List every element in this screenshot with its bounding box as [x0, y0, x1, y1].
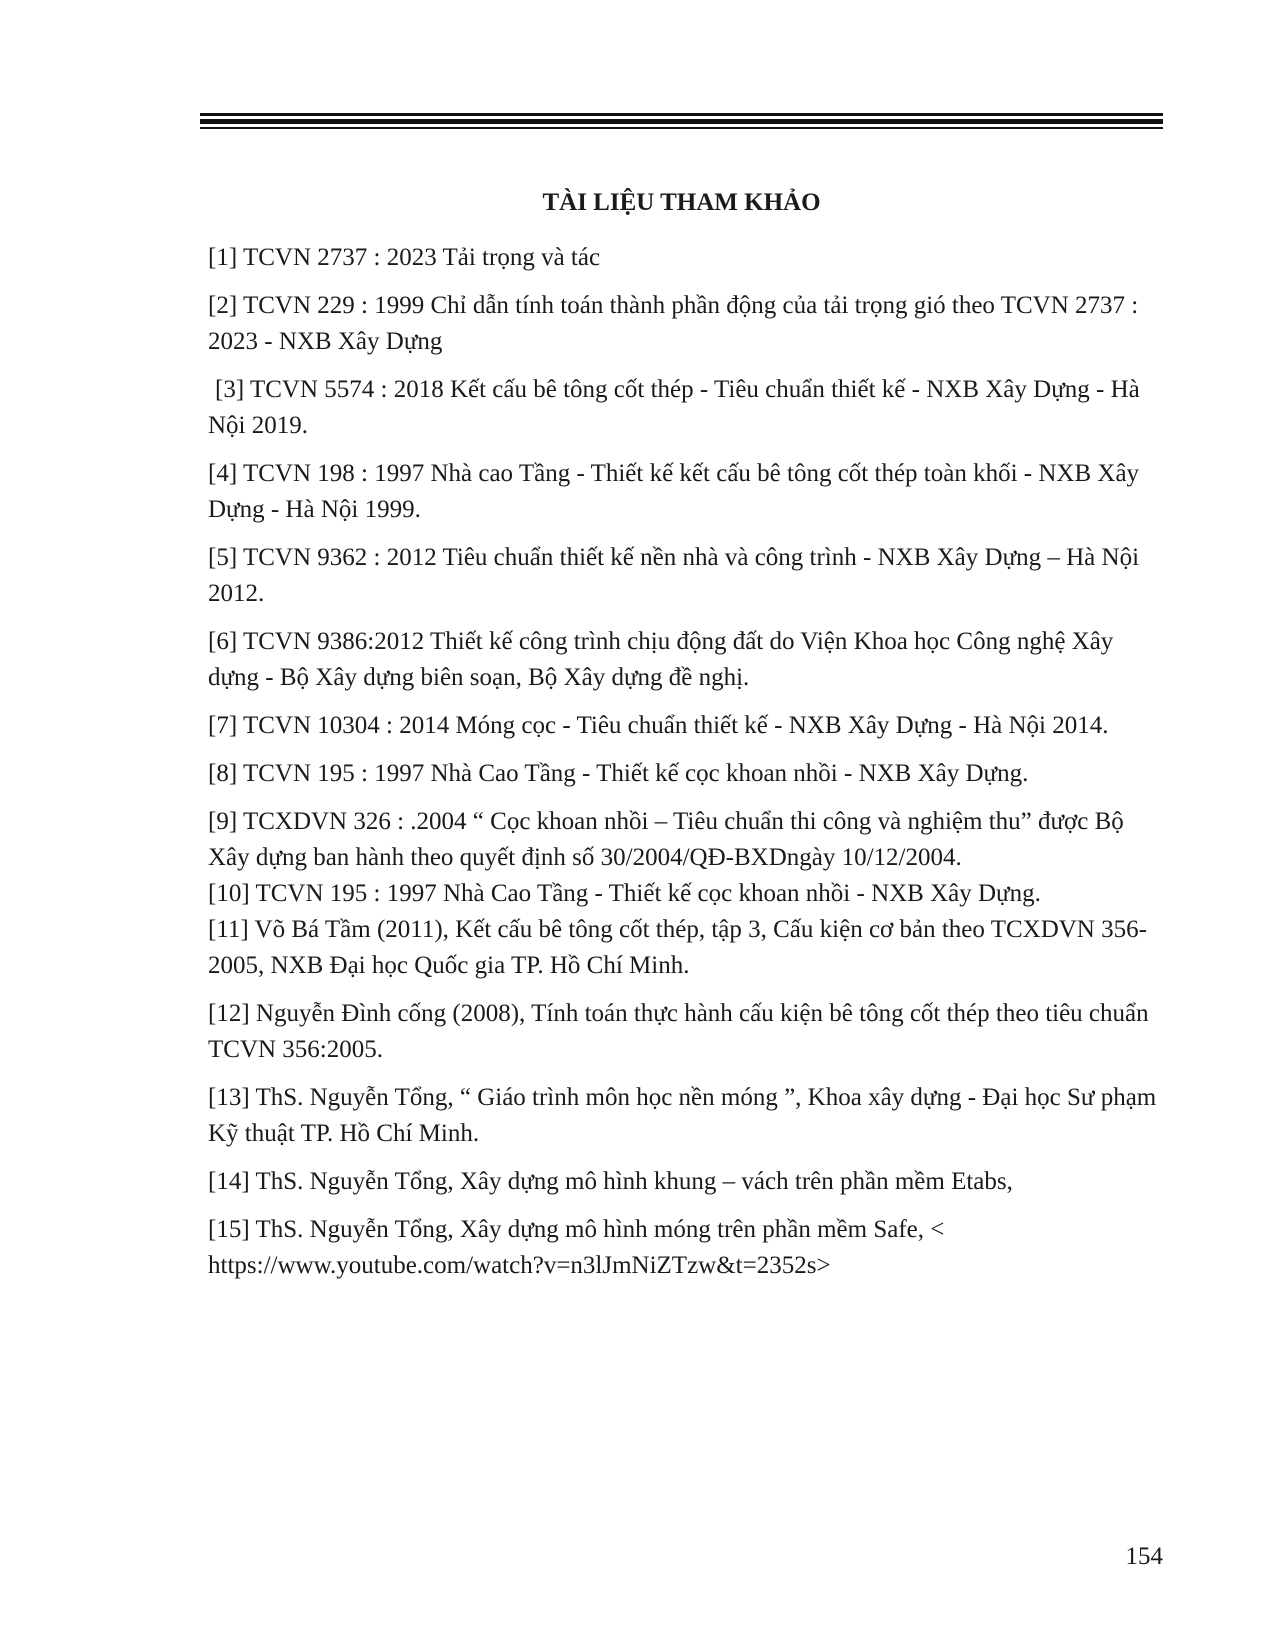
reference-list: [208, 240, 1168, 1296]
reference-item-14: [14] ThS. Nguyễn Tổng, Xây dựng mô hình khung – vách trên phần mềm Etabs,: [208, 1168, 1013, 1195]
page-number: 154: [1125, 1543, 1163, 1570]
reference-item-5: [5] TCVN 9362 : 2012 Tiêu chuẩn thiết kế nền nhà và công trình - NXB Xây Dựng – Hà Nội 2012.: [208, 544, 1140, 607]
page-title: TÀI LIỆU THAM KHẢO: [542, 189, 821, 216]
reference-item-1: [1] TCVN 2737 : 2023 Tải trọng và tác: [208, 244, 601, 271]
header-rule-line-middle: [200, 119, 1163, 124]
header-rule: [200, 113, 1163, 129]
reference-item-11: [11] Võ Bá Tầm (2011), Kết cấu bê tông cốt thép, tập 3, Cấu kiện cơ bản theo TCXDVN 356-2005, NXB Đại học Quốc gia TP. Hồ Chí Minh.: [208, 916, 1147, 979]
reference-item-7: [7] TCVN 10304 : 2014 Móng cọc - Tiêu chuẩn thiết kế - NXB Xây Dựng - Hà Nội 2014.: [208, 712, 1109, 739]
header-rule-line-bottom: [200, 127, 1163, 129]
header-rule-line-top: [200, 113, 1163, 116]
reference-item-15: [15] ThS. Nguyễn Tổng, Xây dựng mô hình móng trên phần mềm Safe, < https://www.youtube.com/watch?v=n3lJmNiZTzw&t=2352s>: [208, 1216, 945, 1279]
reference-item-10: [10] TCVN 195 : 1997 Nhà Cao Tầng - Thiết kế cọc khoan nhồi - NXB Xây Dựng.: [208, 880, 1041, 907]
reference-item-8: [8] TCVN 195 : 1997 Nhà Cao Tầng - Thiết kế cọc khoan nhồi - NXB Xây Dựng.: [208, 760, 1029, 787]
reference-item-9: [9] TCXDVN 326 : .2004 “ Cọc khoan nhồi – Tiêu chuẩn thi công và nghiệm thu” được Bộ Xây dựng ban hành theo quyết định số 30/2004/QĐ-BXDngày 10/12/2004.: [208, 808, 1124, 871]
reference-item-12: [12] Nguyễn Đình cống (2008), Tính toán thực hành cấu kiện bê tông cốt thép theo tiêu chuẩn TCVN 356:2005.: [208, 1000, 1149, 1063]
reference-item-6: [6] TCVN 9386:2012 Thiết kế công trình chịu động đất do Viện Khoa học Công nghệ Xây dựng - Bộ Xây dựng biên soạn, Bộ Xây dựng đề nghị.: [208, 628, 1114, 691]
reference-item-2: [2] TCVN 229 : 1999 Chỉ dẫn tính toán thành phần động của tải trọng gió theo TCVN 2737 : 2023 - NXB Xây Dựng: [208, 292, 1139, 355]
reference-item-13: [13] ThS. Nguyễn Tổng, “ Giáo trình môn học nền móng ”, Khoa xây dựng - Đại học Sư phạm Kỹ thuật TP. Hồ Chí Minh.: [208, 1084, 1157, 1147]
reference-item-3: [3] TCVN 5574 : 2018 Kết cấu bê tông cốt thép - Tiêu chuẩn thiết kế - NXB Xây Dựng - Hà Nội 2019.: [208, 376, 1140, 439]
reference-item-4: [4] TCVN 198 : 1997 Nhà cao Tầng - Thiết kế kết cấu bê tông cốt thép toàn khối - NXB Xây Dựng - Hà Nội 1999.: [208, 460, 1140, 523]
